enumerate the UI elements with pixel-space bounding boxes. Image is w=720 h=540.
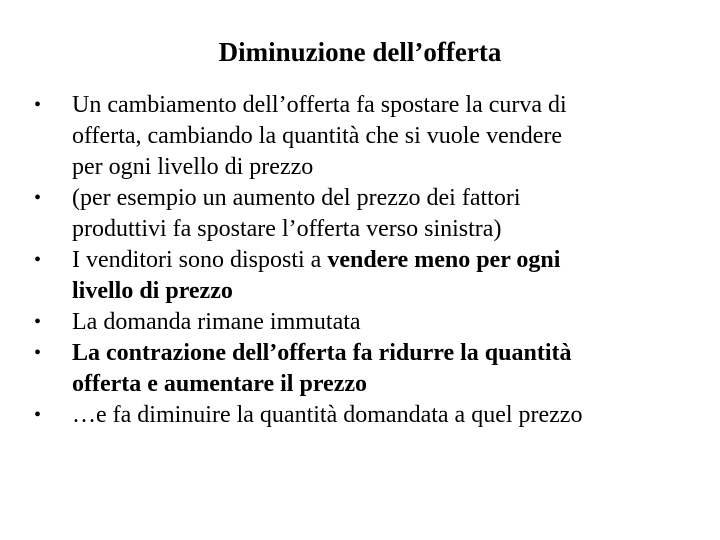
bullet-item [28, 245, 708, 307]
bullet-dot: • [34, 342, 42, 364]
bullet-text-bold: livello di prezzo [72, 278, 233, 304]
bullet-text-normal: I venditori sono disposti a [72, 247, 328, 273]
bullet-text-bold: vendere meno per ogni [327, 247, 561, 273]
bullet-dot: • [34, 94, 42, 116]
bullet-text-bold: offerta e aumentare il prezzo [72, 371, 367, 397]
bullet-item [28, 307, 708, 338]
bullet-text-line: per ogni livello di prezzo [72, 154, 314, 180]
bullet-item [28, 90, 708, 183]
bullet-text-bold: La contrazione dell’offerta fa ridurre la quantità [72, 340, 572, 366]
bullet-text-line: (per esempio un aumento del prezzo dei fattori [72, 185, 521, 211]
bullet-item [28, 183, 708, 245]
bullet-item [28, 338, 708, 400]
bullet-text-line: produttivi fa spostare l’offerta verso sinistra) [72, 216, 502, 242]
bullet-dot: • [34, 249, 42, 271]
bullet-text-line: offerta, cambiando la quantità che si vuole vendere [72, 123, 563, 149]
bullet-dot: • [34, 404, 42, 426]
bullet-text-line: …e fa diminuire la quantità domandata a quel prezzo [72, 402, 583, 428]
bullet-dot: • [34, 187, 42, 209]
bullet-text-line: La domanda rimane immutata [72, 309, 361, 335]
bullet-text-line: Un cambiamento dell’offerta fa spostare la curva di [72, 92, 567, 118]
bullet-text-line [72, 245, 708, 276]
bullet-dot: • [34, 311, 42, 333]
bullet-item [28, 400, 708, 431]
slide-title: Diminuzione dell’offerta [218, 37, 502, 67]
bullet-list [28, 90, 708, 431]
